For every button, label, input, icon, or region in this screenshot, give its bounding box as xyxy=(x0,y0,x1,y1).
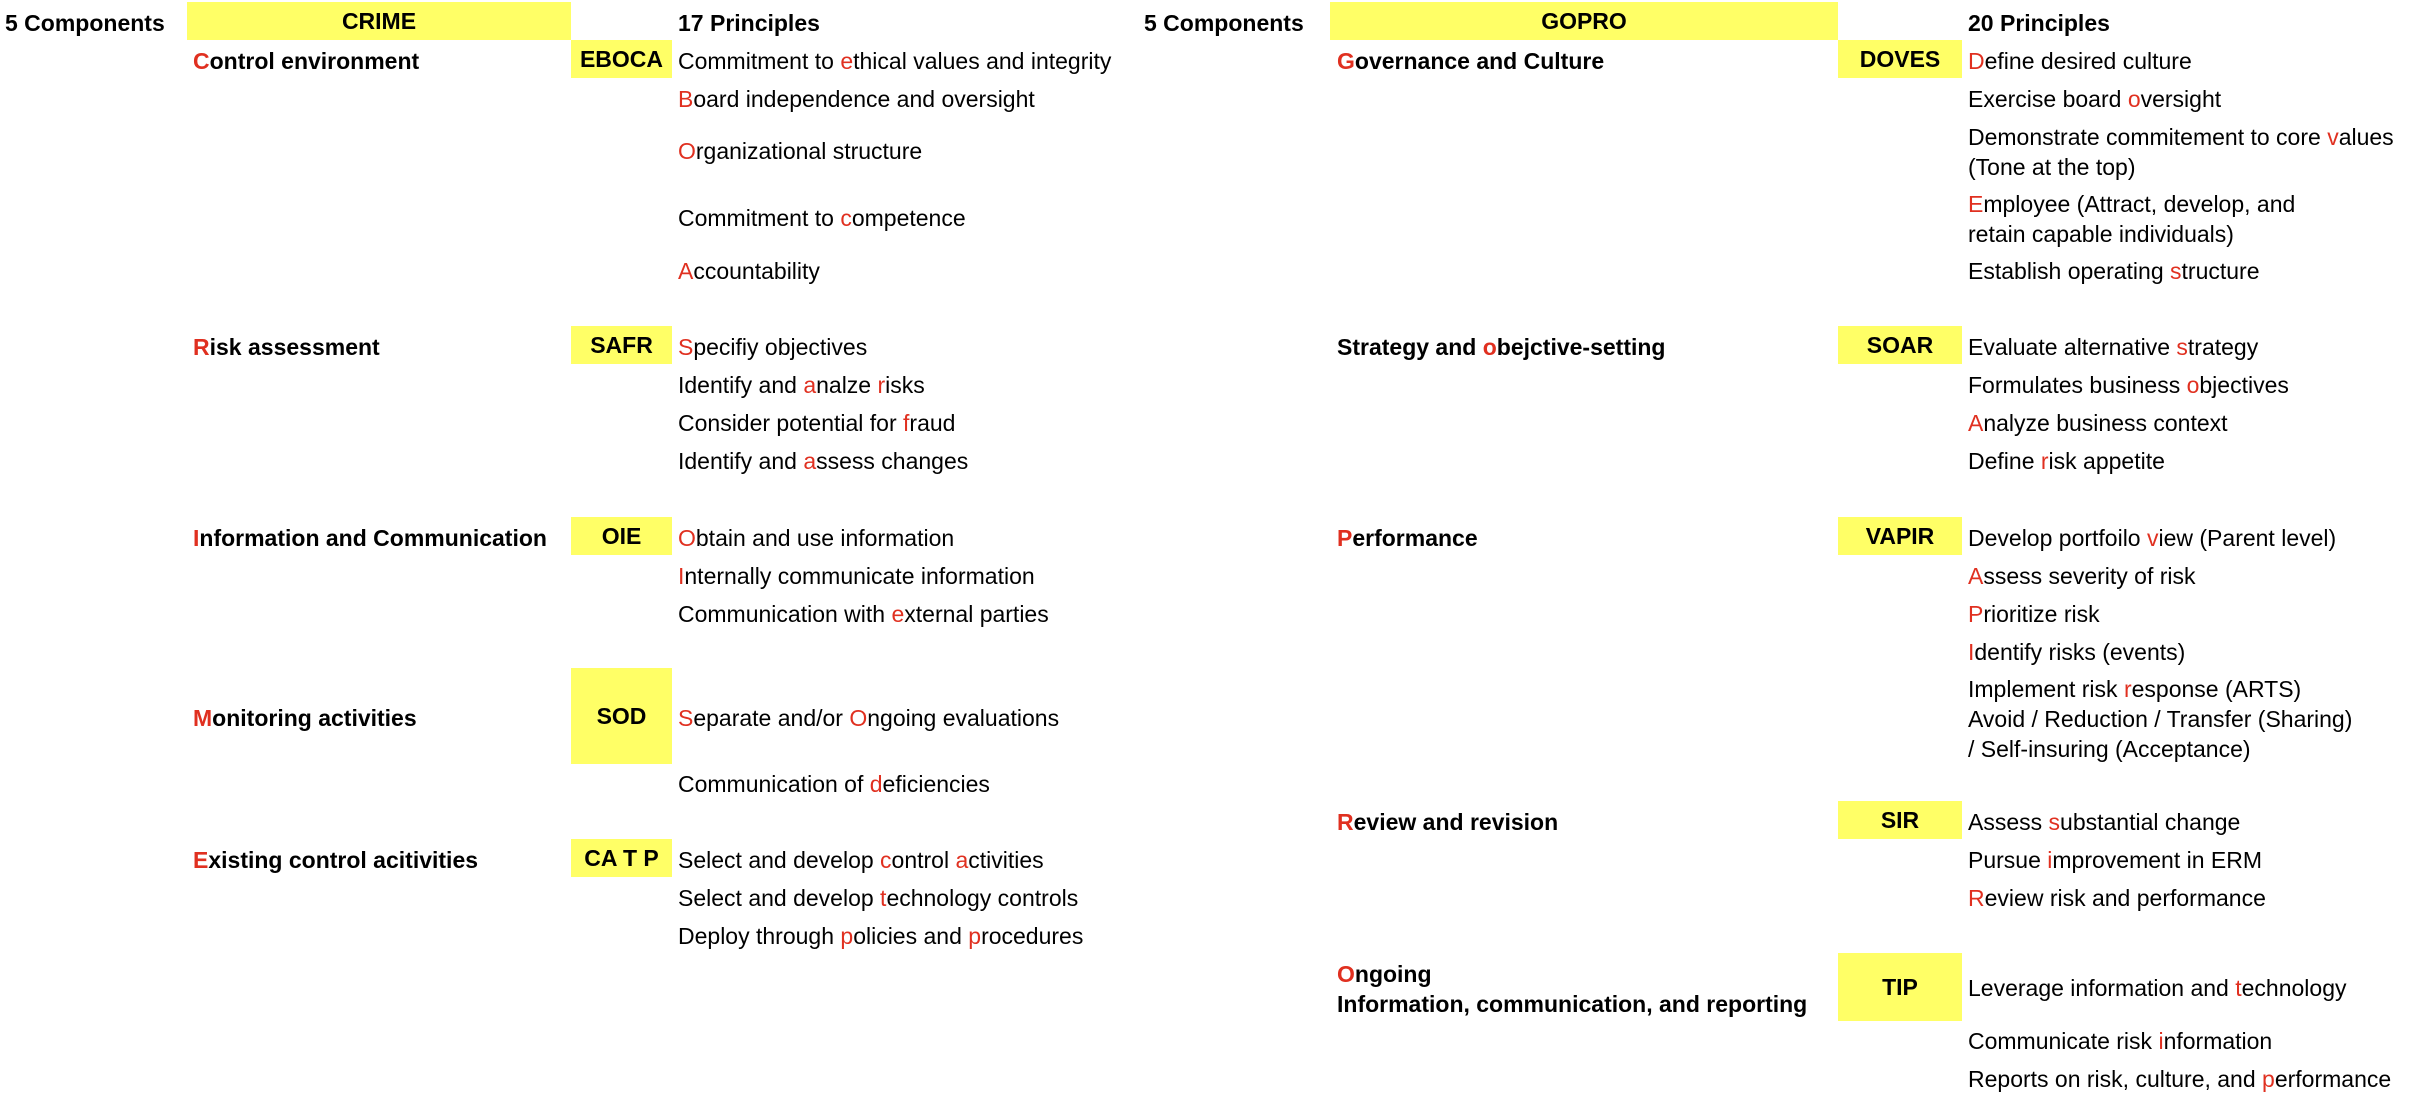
principle-item: Demonstrate commitement to core values (Tone at the top) xyxy=(1968,124,2394,180)
principle-item: Reports on risk, culture, and performance xyxy=(1968,1066,2392,1092)
principle-item: Communicate risk information xyxy=(1968,1028,2273,1054)
principle-item: Consider potential for fraud xyxy=(678,410,956,436)
principle-item: Identify and assess changes xyxy=(678,448,969,474)
principle-item: Formulates business objectives xyxy=(1968,372,2289,398)
principle-item: Identify and analze risks xyxy=(678,372,925,398)
principle-item: Implement risk response (ARTS) Avoid / Reduction / Transfer (Sharing) / Self-insuring (Acceptance) xyxy=(1968,676,2353,762)
component-governance-culture: Governance and Culture xyxy=(1337,48,1605,74)
principle-item: Deploy through policies and procedures xyxy=(678,923,1084,949)
acronym-soar: SOAR xyxy=(1838,326,1962,364)
right-principles-header: 20 Principles xyxy=(1968,10,2110,36)
component-existing-control-activities: Existing control acitivities xyxy=(193,847,479,873)
principle-item: Select and develop control activities xyxy=(678,847,1044,873)
principle-item: Select and develop technology controls xyxy=(678,885,1079,911)
right-components-header: 5 Components xyxy=(1144,10,1304,36)
acronym-eboca: EBOCA xyxy=(571,40,672,78)
principle-item: Accountability xyxy=(678,258,820,284)
component-performance: Performance xyxy=(1337,525,1478,551)
left-acronym-header: CRIME xyxy=(187,2,571,40)
principle-item: Define desired culture xyxy=(1968,48,2192,74)
component-information-communication: Information and Communication xyxy=(193,525,547,551)
principle-item: Commitment to competence xyxy=(678,205,966,231)
principle-item: Employee (Attract, develop, and retain capable individuals) xyxy=(1968,191,2296,247)
component-review-revision: Review and revision xyxy=(1337,809,1559,835)
principle-item: Communication with external parties xyxy=(678,601,1049,627)
principle-item: Separate and/or Ongoing evaluations xyxy=(678,705,1060,731)
principle-item: Commitment to ethical values and integrity xyxy=(678,48,1112,74)
principle-item: Obtain and use information xyxy=(678,525,955,551)
acronym-safr: SAFR xyxy=(571,326,672,364)
principle-item: Specifiy objectives xyxy=(678,334,868,360)
acronym-vapir: VAPIR xyxy=(1838,517,1962,555)
component-ongoing-info-comm-reporting: Ongoing Information, communication, and reporting xyxy=(1337,961,1808,1017)
principle-item: Communication of deficiencies xyxy=(678,771,990,797)
principle-item: Define risk appetite xyxy=(1968,448,2165,474)
right-acronym-header: GOPRO xyxy=(1330,2,1838,40)
principle-item: Establish operating structure xyxy=(1968,258,2260,284)
principle-item: Internally communicate information xyxy=(678,563,1035,589)
acronym-doves: DOVES xyxy=(1838,40,1962,78)
acronym-tip: TIP xyxy=(1838,953,1962,1021)
principle-item: Review risk and performance xyxy=(1968,885,2266,911)
component-risk-assessment: Risk assessment xyxy=(193,334,380,360)
principle-item: Assess severity of risk xyxy=(1968,563,2196,589)
principle-item: Prioritize risk xyxy=(1968,601,2100,627)
component-control-environment: Control environment xyxy=(193,48,420,74)
principle-item: Leverage information and technology xyxy=(1968,975,2347,1001)
principle-item: Board independence and oversight xyxy=(678,86,1035,112)
component-monitoring-activities: Monitoring activities xyxy=(193,705,417,731)
acronym-oie: OIE xyxy=(571,517,672,555)
principle-item: Pursue improvement in ERM xyxy=(1968,847,2263,873)
acronym-catp: CA T P xyxy=(571,839,672,877)
principle-item: Identify risks (events) xyxy=(1968,639,2186,665)
principle-item: Analyze business context xyxy=(1968,410,2228,436)
principle-item: Evaluate alternative strategy xyxy=(1968,334,2259,360)
acronym-sir: SIR xyxy=(1838,801,1962,839)
principle-item: Organizational structure xyxy=(678,138,923,164)
acronym-sod: SOD xyxy=(571,668,672,764)
principle-item: Exercise board oversight xyxy=(1968,86,2222,112)
left-principles-header: 17 Principles xyxy=(678,10,820,36)
left-components-header: 5 Components xyxy=(5,10,165,36)
principle-item: Develop portfoilo view (Parent level) xyxy=(1968,525,2337,551)
component-strategy-objective-setting: Strategy and obejctive-setting xyxy=(1337,334,1666,360)
principle-item: Assess substantial change xyxy=(1968,809,2241,835)
